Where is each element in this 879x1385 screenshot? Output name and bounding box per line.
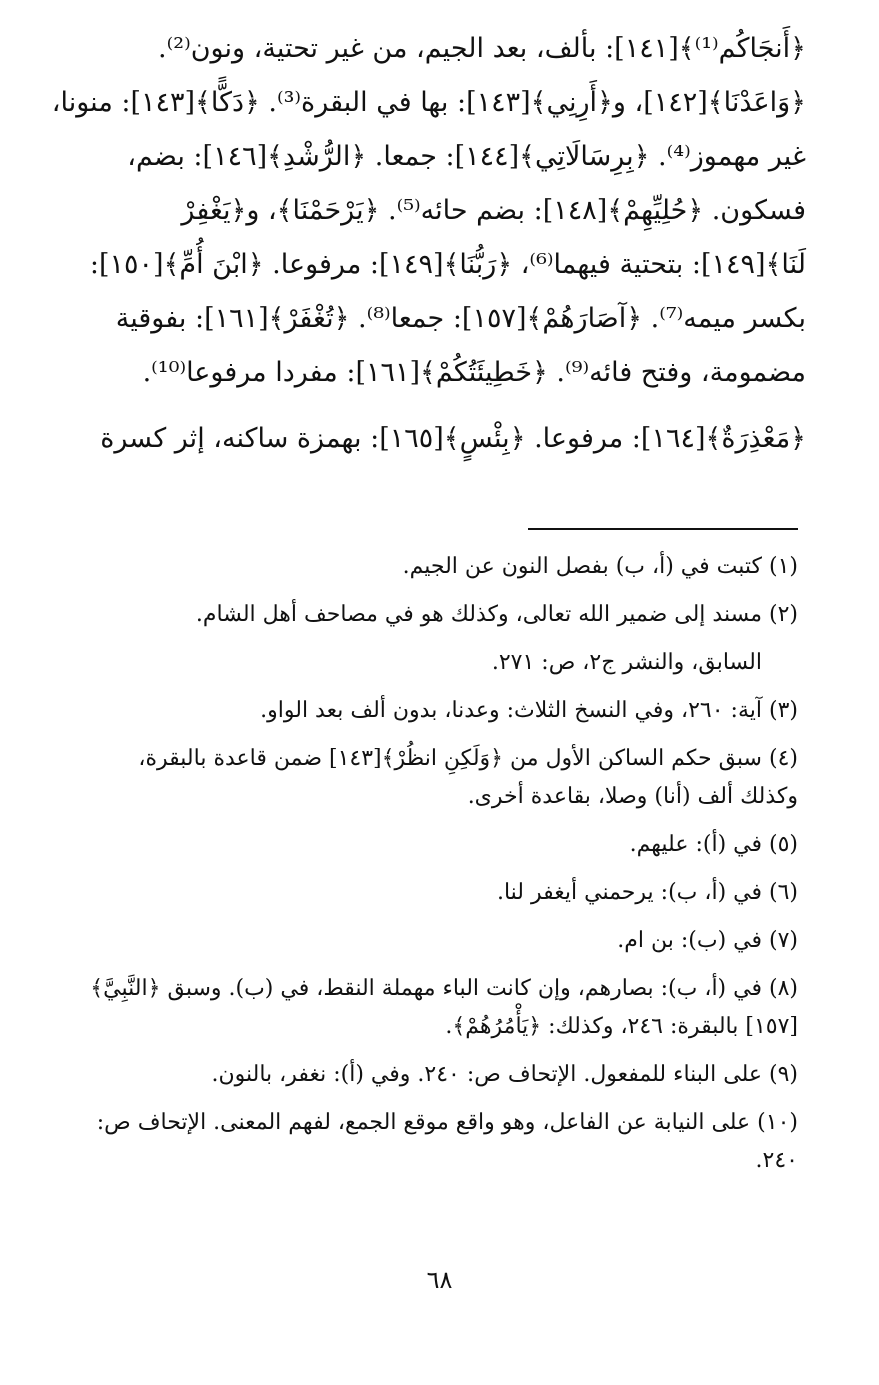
page-number: ٦٨ — [426, 1266, 453, 1294]
text-line-1: ﴿أَنجَاكُم⁽¹⁾﴾[١٤١]: بألف، بعد الجيم، من غير تحتية، ونون⁽²⁾. — [158, 33, 806, 64]
footnotes — [78, 548, 798, 1190]
footnote-2: (٢) مسند إلى ضمير الله تعالى، وكذلك هو في مصاحف أهل الشام. — [195, 602, 798, 627]
footnote-8: (٨) في (أ، ب): بصارهم، وإن كانت الباء مهملة النقط، في (ب). وسبق ﴿النَّبِيَّ﴾[١٥٧] بالبقرة: ٢٤٦، وكذلك: ﴿يَأْمُرُهُمْ﴾. — [90, 976, 798, 1039]
footnote-3: (٣) آية: ٢٦٠، وفي النسخ الثلاث: وعدنا، بدون ألف بعد الواو. — [260, 698, 798, 723]
footnote-1: (١) كتبت في (أ، ب) بفصل النون عن الجيم. — [402, 554, 798, 579]
footnote-6: (٦) في (أ، ب): يرحمني أيغفر لنا. — [496, 880, 798, 905]
text-line-4: فسكون. ﴿حُلِيِّهِمْ﴾[١٤٨]: بضم حائه⁽⁵⁾. ﴿يَرْحَمْنَا﴾، و﴿يَغْفِرْ — [181, 195, 806, 226]
text-line-8: ﴿مَعْذِرَةٌ﴾[١٦٤]: مرفوعا. ﴿بِئْسٍ﴾[١٦٥]: بهمزة ساكنه، إثر كسرة — [100, 423, 806, 454]
footnote-separator — [528, 528, 798, 530]
footnote-10: (١٠) على النيابة عن الفاعل، وهو واقع موقع الجمع، لفهم المعنى. الإتحاف ص: ٢٤٠. — [96, 1110, 798, 1173]
main-text — [51, 22, 806, 466]
text-line-5: لَنَا﴾[١٤٩]: بتحتية فيهما⁽⁶⁾، ﴿رَبُّنَا﴾[١٤٩]: مرفوعا. ﴿ابْنَ أُمِّ﴾[١٥٠]: — [89, 249, 806, 280]
footnote-continuation: السابق، والنشر ج٢، ص: ٢٧١. — [491, 650, 762, 675]
footnote-9: (٩) على البناء للمفعول. الإتحاف ص: ٢٤٠. وفي (أ): نغفر، بالنون. — [211, 1062, 798, 1087]
footnote-4: (٤) سبق حكم الساكن الأول من ﴿وَلَكِنِ انظُرْ﴾[١٤٣] ضمن قاعدة بالبقرة، وكذلك ألف (أنا) وصلا، بقاعدة أخرى. — [138, 746, 798, 809]
footnote-5: (٥) في (أ): عليهم. — [629, 832, 798, 857]
text-line-2: ﴿وَاعَدْنَا﴾[١٤٢]، و﴿أَرِنِي﴾[١٤٣]: بها في البقرة⁽³⁾. ﴿دَكًّا﴾[١٤٣]: منونا، — [51, 87, 806, 118]
footnote-7: (٧) في (ب): بن ام. — [617, 928, 798, 953]
text-line-3: غير مهموز⁽⁴⁾. ﴿بِرِسَالَاتِي﴾[١٤٤]: جمعا. ﴿الرُّشْدِ﴾[١٤٦]: بضم، — [127, 141, 806, 172]
text-line-6: بكسر ميمه⁽⁷⁾. ﴿آصَارَهُمْ﴾[١٥٧]: جمعا⁽⁸⁾. ﴿تُغْفَرْ﴾[١٦١]: بفوقية — [115, 303, 806, 334]
text-line-7: مضمومة، وفتح فائه⁽⁹⁾. ﴿خَطِيئَتُكُمْ﴾[١٦١]: مفردا مرفوعا⁽¹⁰⁾. — [142, 357, 806, 388]
